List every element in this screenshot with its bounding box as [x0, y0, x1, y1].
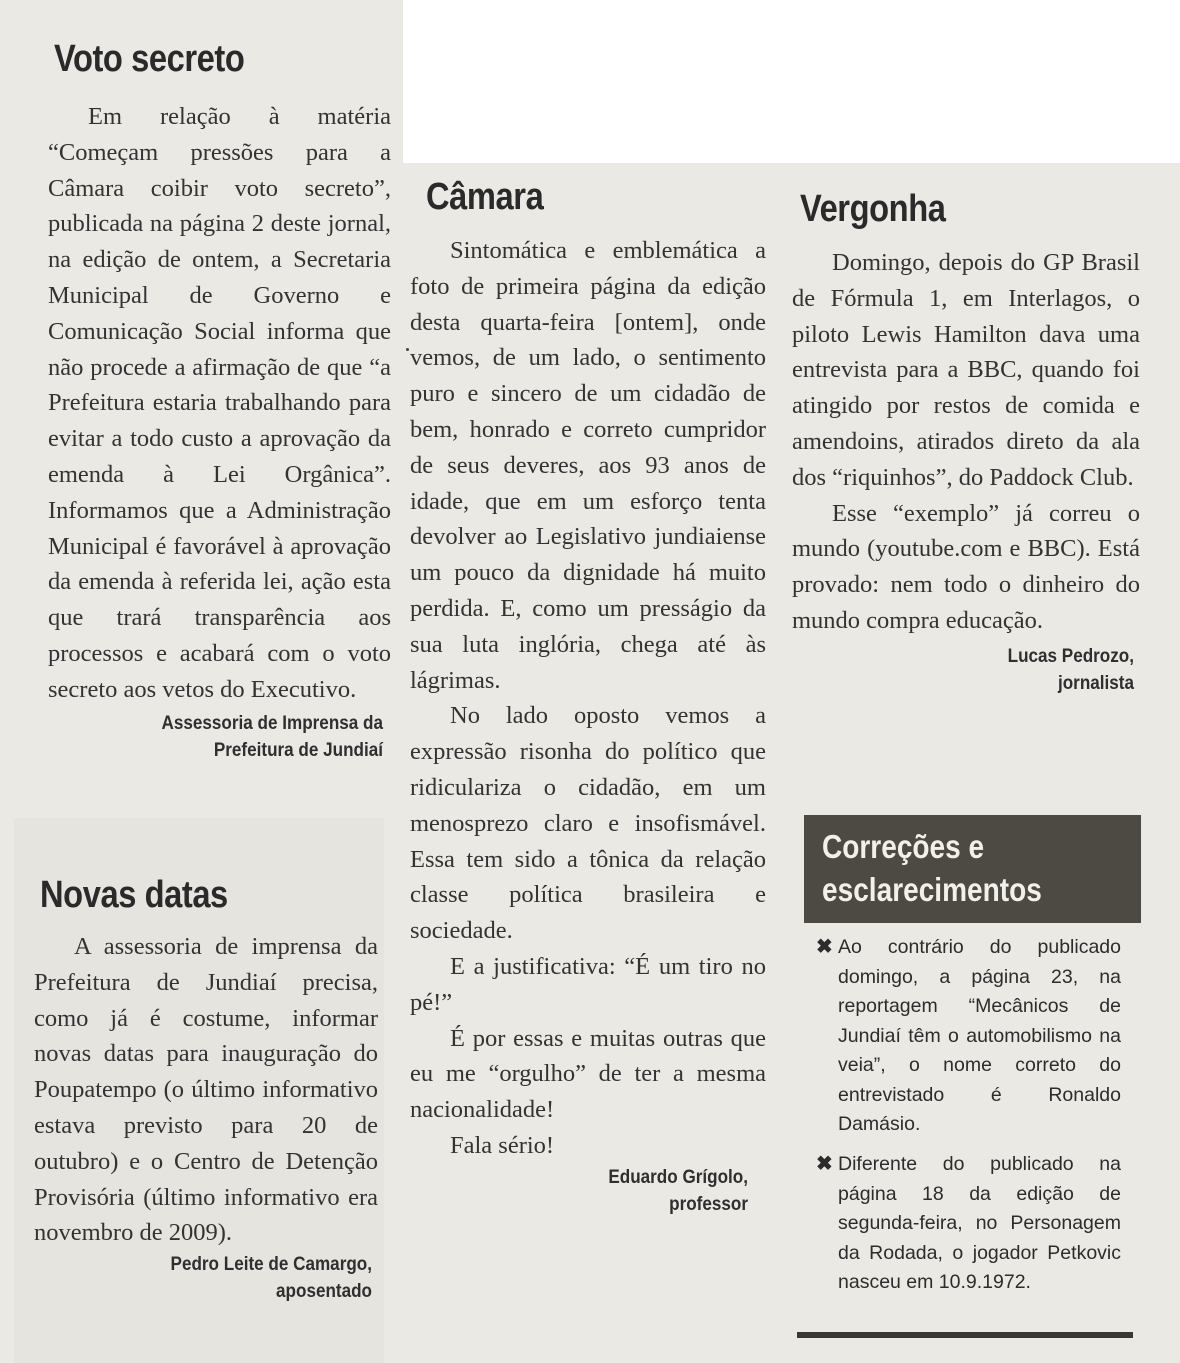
correction-item	[816, 933, 1121, 1140]
article-paragraph: Esse “exemplo” já correu o mundo (youtube.com e BBC). Está provado: nem todo o dinheiro do mundo compra educação.	[792, 499, 1140, 634]
article-signature	[68, 1251, 372, 1305]
ink-speck	[406, 348, 409, 351]
x-mark-icon: ✖	[816, 936, 833, 958]
signature-line: Pedro Leite de Camargo,	[170, 1254, 372, 1276]
correction-text: Diferente do publicado na página 18 da edição de segunda-feira, no Personagem da Rodada, o jogador Petkovic nasceu em 10.9.1972.	[838, 1153, 1121, 1293]
article-camara	[410, 176, 766, 1218]
article-title: Voto secreto	[54, 38, 245, 80]
corrections-title-line: esclarecimentos	[822, 871, 1042, 908]
correction-item	[816, 1150, 1121, 1298]
bottom-divider-rule	[797, 1332, 1133, 1338]
article-title: Câmara	[426, 176, 544, 218]
signature-line: Lucas Pedrozo,	[1007, 645, 1134, 667]
article-paragraph: Em relação à matéria “Começam pressões para a Câmara coibir voto secreto”, publicada na página 2 deste jornal, na edição de ontem, a Secretaria Municipal de Governo e Comunicação Social informa que não procede a afirmação de que “a Prefeitura estaria trabalhando para evitar a todo custo a aprovação da emenda à Lei Orgânica”. Informamos que a Administração Municipal é favorável à aprovação da emenda à referida lei, ação esta que trará transparência aos processos e acabará com o voto secreto aos vetos do Executivo.	[48, 103, 391, 703]
article-body	[792, 245, 1140, 639]
article-paragraph: Fala sério!	[450, 1131, 555, 1159]
article-vergonha	[792, 188, 1140, 697]
correction-text: Ao contrário do publicado domingo, a página 23, na reportagem “Mecânicos de Jundiaí têm o automobilismo na veia”, o nome correto do entrevistado é Ronaldo Damásio.	[838, 936, 1121, 1135]
article-voto-secreto	[48, 38, 391, 764]
article-signature	[826, 643, 1134, 697]
signature-line: Assessoria de Imprensa da	[161, 712, 383, 734]
x-mark-icon: ✖	[816, 1153, 833, 1175]
article-body	[48, 99, 391, 708]
article-paragraph: Sintomática e emblemática a foto de primeira página da edição desta quarta-feira [ontem], onde vemos, de um lado, o sentimento puro e sincero de um cidadão de bem, honrado e correto cumpridor de seus deveres, aos 93 anos de idade, que em um esforço tenta devolver ao Legislativo jundiaiense um pouco da dignidade há muito perdida. E, como um presságio da sua luta inglória, chega até às lágrimas.	[410, 237, 766, 694]
corrections-header	[804, 815, 1141, 923]
article-paragraph: Domingo, depois do GP Brasil de Fórmula 1, em Interlagos, o piloto Lewis Hamilton dava uma entrevista para a BBC, quando foi atingido por restos de comida e amendoins, atirados direto da ala dos “riquinhos”, do Paddock Club.	[792, 249, 1140, 491]
signature-line: jornalista	[1057, 672, 1134, 694]
article-signature	[444, 1164, 748, 1218]
corrections-title-line: Correções e	[822, 828, 985, 865]
signature-line: Eduardo Grígolo,	[608, 1166, 748, 1188]
article-paragraph: No lado oposto vemos a expressão risonha do político que ridiculariza o cidadão, em um menosprezo claro e insofismável. Essa tem sido a tônica da relação classe política brasileira e sociedade.	[410, 702, 766, 945]
article-body	[34, 929, 378, 1251]
article-signature	[82, 710, 384, 764]
article-paragraph: E a justificativa: “É um tiro no pé!”	[410, 952, 766, 1016]
signature-line: Prefeitura de Jundiaí	[213, 739, 383, 761]
signature-line: aposentado	[276, 1281, 372, 1303]
signature-line: professor	[669, 1193, 748, 1215]
article-paragraph: A assessoria de imprensa da Prefeitura de Jundiaí precisa, como já é costume, informar novas datas para inauguração do Poupatempo (o último informativo estava previsto para 20 de outubro) e o Centro de Detenção Provisória (último informativo era novembro de 2009).	[34, 933, 378, 1247]
article-title: Novas datas	[40, 874, 228, 916]
article-novas-datas	[34, 874, 378, 1305]
article-title: Vergonha	[800, 188, 946, 230]
article-body	[410, 233, 766, 1164]
article-paragraph: É por essas e muitas outras que eu me “orgulho” de ter a mesma nacionalidade!	[410, 1024, 766, 1124]
